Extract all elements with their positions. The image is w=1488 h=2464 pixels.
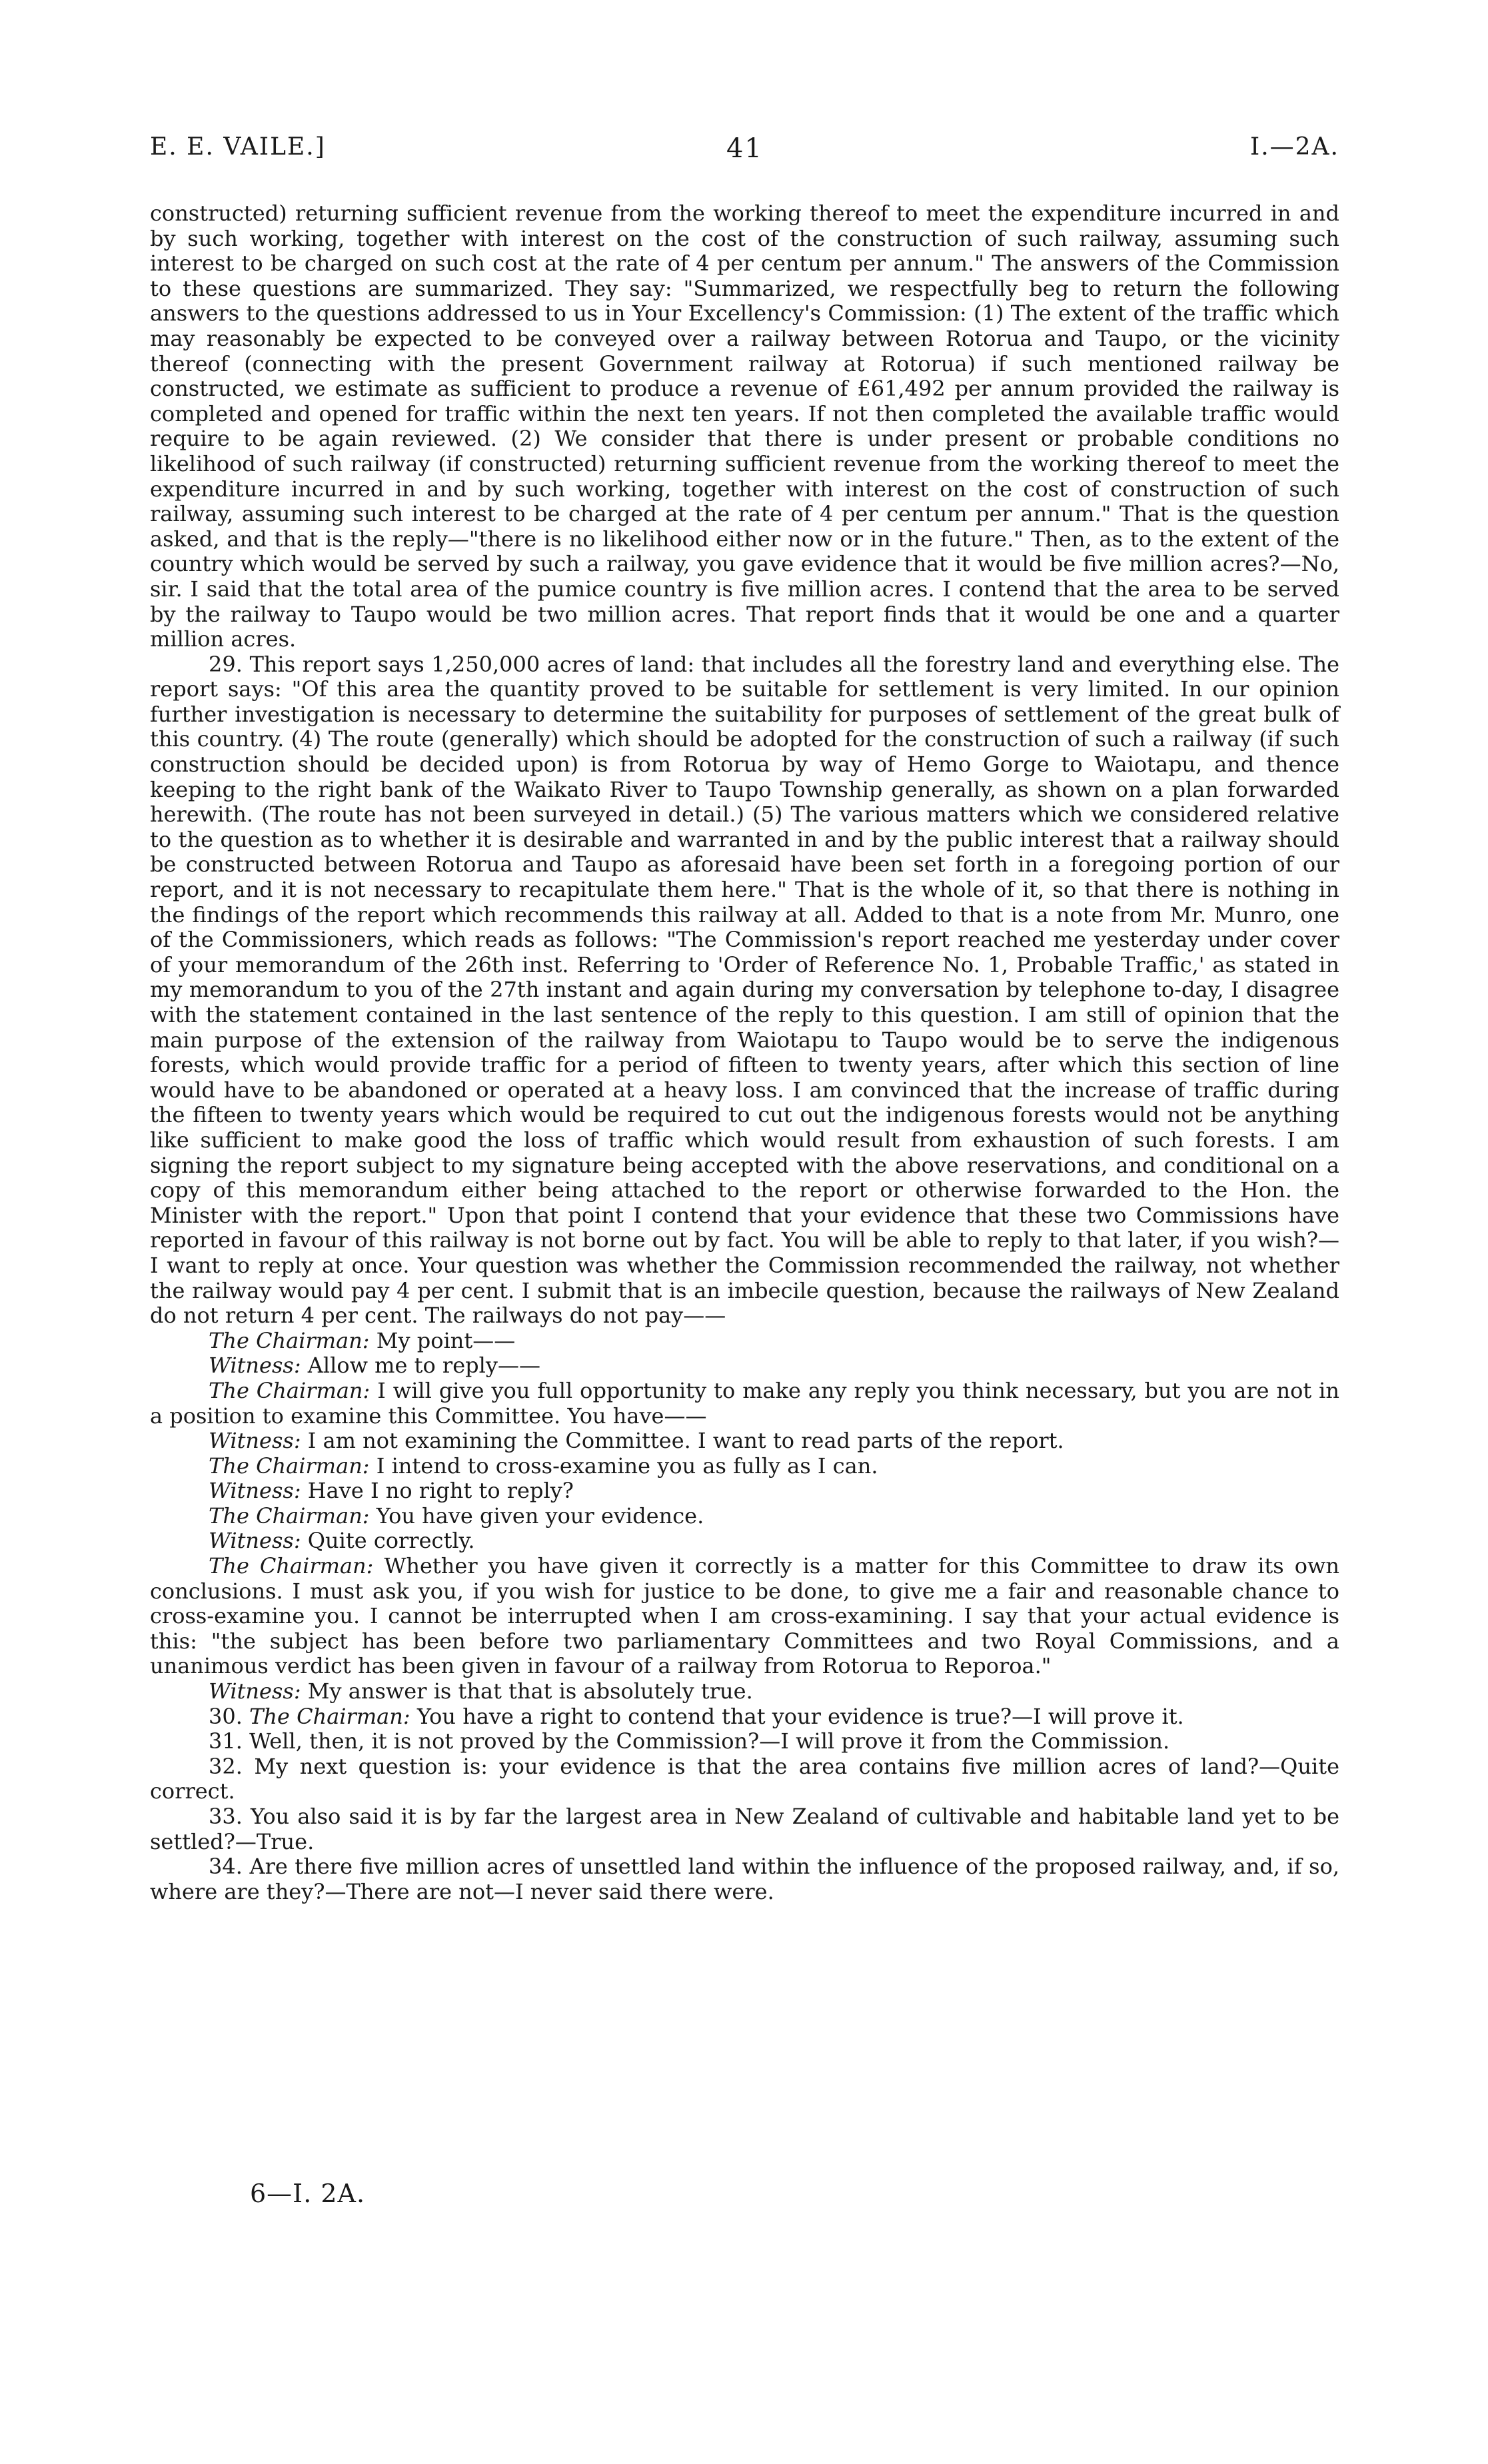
question-line [150, 1854, 1339, 1904]
dialogue-text: Whether you have given it correctly is a matter for this Committee to draw its own conclusions. I must ask you, if you wish for justice to be done, to give me a fair and reasonable chance to cross-examine you. I cannot be interrupted when I am cross-examining. I say that your actual evidence is this: "the subject has been before two parliamentary Committees and two Royal Commissions, and a unanimous verdict has been given in favour of a railway from Rotorua to Reporoa." [150, 1553, 1340, 1679]
speaker-label: Witness: [209, 1353, 301, 1379]
page-number: 41 [726, 133, 763, 164]
speaker-label: Witness: [209, 1478, 301, 1504]
question-line [150, 1754, 1339, 1804]
dialogue-line [150, 1379, 1339, 1429]
dialogue-text: I will give you full opportunity to make any reply you think necessary, but you are not in a position to examine this Committee. You have—— [150, 1377, 1340, 1429]
paragraph [150, 201, 1339, 652]
dialogue-line [150, 1679, 1339, 1704]
question-line [150, 1804, 1339, 1854]
speaker-label: The Chairman: [209, 1503, 370, 1529]
speaker-label: The Chairman: [249, 1703, 410, 1729]
dialogue-text: My answer is that that is absolutely true. [307, 1678, 753, 1704]
paragraph-text: 33. You also said it is by far the largest area in New Zealand of cultivable and habitable land yet to be settled?—True. [150, 1804, 1339, 1854]
dialogue-text: Quite correctly. [307, 1528, 475, 1554]
dialogue-line [150, 1329, 1339, 1354]
dialogue-line [150, 1454, 1339, 1479]
header-witness-name: E. E. VAILE.] [150, 133, 326, 161]
paragraph-text: constructed) returning sufficient revenue from the working thereof to meet the expenditure incurred in and by such working, together with interest on the cost of the construction of such railway, assuming such interest to be charged on such cost at the rate of 4 per centum per annum." The answers of the Commission to these questions are summarized. They say: "Summarized, we respectfully beg to return the following answers to the questions addressed to us in Your Excellency's Commission: (1) The extent of the traffic which may reasonably be expected to be conveyed over a railway between Rotorua and Taupo, or the vicinity thereof (connecting with the present Government railway at Rotorua) if such mentioned railway be constructed, we estimate as sufficient to produce a revenue of £61,492 per annum provided the railway is completed and opened for traffic within the next ten years. If not then completed the available traffic would require to be again reviewed. (2) We consider that there is under present or probable conditions no likelihood of such railway (if constructed) returning sufficient revenue from the working thereof to meet the expenditure incurred in and by such working, together with interest on the cost of construction of such railway, assuming such interest to be charged at the rate of 4 per centum per annum." That is the question asked, and that is the reply—"there is no likelihood either now or in the future." Then, as to the extent of the country which would be served by such a railway, you gave evidence that it would be five million acres?—No, sir. I said that the total area of the pumice country is five million acres. I contend that the area to be served by the railway to Taupo would be two million acres. That report finds that it would be one and a quarter million acres. [150, 201, 1339, 652]
dialogue-text: Allow me to reply—— [307, 1353, 540, 1379]
dialogue-line [150, 1554, 1339, 1679]
paragraph-text: 31. Well, then, it is not proved by the Commission?—I will prove it from the Commission. [209, 1728, 1170, 1754]
dialogue-line [150, 1429, 1339, 1454]
dialogue-text: My point—— [376, 1327, 516, 1353]
dialogue-text: I am not examining the Committee. I want to read parts of the report. [307, 1428, 1064, 1454]
question-number: 30. [209, 1703, 243, 1729]
dialogue-text: You have a right to contend that your evidence is true?—I will prove it. [416, 1703, 1184, 1729]
document-body [150, 201, 1339, 1904]
dialogue-line [150, 1529, 1339, 1554]
paragraph-text: 32. My next question is: your evidence is that the area contains five million acres of land?—Quite correct. [150, 1753, 1339, 1804]
speaker-label: The Chairman: [209, 1453, 370, 1479]
question-line [150, 1729, 1339, 1754]
speaker-label: Witness: [209, 1678, 301, 1704]
dialogue-text: Have I no right to reply? [307, 1478, 574, 1504]
dialogue-line [150, 1479, 1339, 1504]
paragraph-text: 34. Are there five million acres of unsettled land within the influence of the proposed railway, and, if so, where are they?—There are not—I never said there were. [150, 1854, 1339, 1904]
printer-signature: 6—I. 2A. [250, 2179, 366, 2208]
dialogue-text: I intend to cross-examine you as fully as I can. [376, 1453, 878, 1479]
dialogue-line [150, 1504, 1339, 1529]
paragraph-text: 29. This report says 1,250,000 acres of land: that includes all the forestry land and everything else. The report says: "Of this area the quantity proved to be suitable for settlement is very limited. In our opinion further investigation is necessary to determine the suitability for purposes of settlement of the great bulk of this country. (4) The route (generally) which should be adopted for the construction of such a railway (if such construction should be decided upon) is from Rotorua by way of Hemo Gorge to Waiotapu, and thence keeping to the right bank of the Waikato River to Taupo Township generally, as shown on a plan forwarded herewith. (The route has not been surveyed in detail.) (5) The various matters which we considered relative to the question as to whether it is desirable and warranted in and by the public interest that a railway should be constructed between Rotorua and Taupo as aforesaid have been set forth in a foregoing portion of our report, and it is not necessary to recapitulate them here." That is the whole of it, so that there is nothing in the findings of the report which recommends this railway at all. Added to that is a note from Mr. Munro, one of the Commissioners, which reads as follows: "The Commission's report reached me yesterday under cover of your memorandum of the 26th inst. Referring to 'Order of Reference No. 1, Probable Traffic,' as stated in my memorandum to you of the 27th instant and again during my conversation by telephone to-day, I disagree with the statement contained in the last sentence of the reply to this question. I am still of opinion that the main purpose of the extension of the railway from Waiotapu to Taupo would be to serve the indigenous forests, which would provide traffic for a period of fifteen to twenty years, after which this section of line would have to be abandoned or operated at a heavy loss. I am convinced that the increase of traffic during the fifteen to twenty years which would be required to cut out the indigenous forests would not be anything like sufficient to make good the loss of traffic which would result from exhaustion of such forests. I am signing the report subject to my signature being accepted with the above reservations, and conditional on a copy of this memorandum either being attached to the report or otherwise forwarded to the Hon. the Minister with the report." Upon that point I contend that your evidence that these two Commissions have reported in favour of this railway is not borne out by fact. You will be able to reply to that later, if you wish?—I want to reply at once. Your question was whether the Commission recommended the railway, not whether the railway would pay 4 per cent. I submit that is an imbecile question, because the railways of New Zealand do not return 4 per cent. The railways do not pay—— [150, 651, 1339, 1329]
question-line [150, 1704, 1339, 1730]
document-reference: I.—2A. [1249, 133, 1339, 161]
speaker-label: The Chairman: [209, 1377, 371, 1403]
speaker-label: The Chairman: [209, 1327, 370, 1353]
dialogue-line [150, 1353, 1339, 1379]
paragraph [150, 652, 1339, 1329]
speaker-label: Witness: [209, 1428, 301, 1454]
speaker-label: Witness: [209, 1528, 301, 1554]
page-header [150, 133, 1339, 173]
speaker-label: The Chairman: [209, 1553, 374, 1579]
dialogue-text: You have given your evidence. [376, 1503, 704, 1529]
